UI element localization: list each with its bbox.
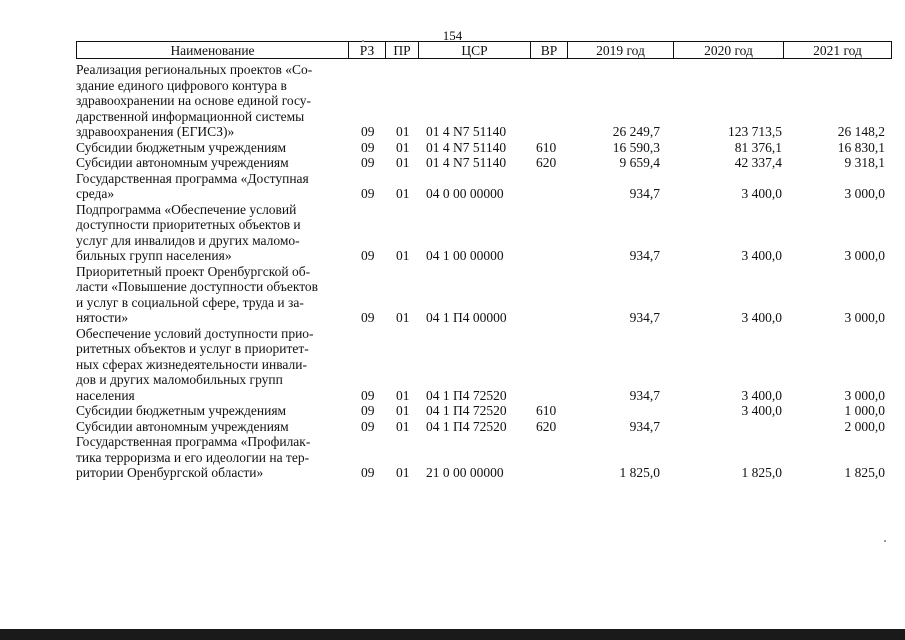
row-name-line: здравоохранении на основе единой госу-: [76, 93, 312, 108]
cell-y2019: 934,7: [629, 387, 660, 403]
cell-y2020: 81 376,1: [734, 139, 782, 155]
table-row: [76, 434, 892, 481]
cell-y2020: 123 713,5: [728, 124, 782, 139]
cell-vr: 620: [536, 155, 557, 170]
cell-csr: 04 0 00 00000: [426, 186, 504, 201]
header-name: Наименование: [77, 42, 349, 58]
row-name-line: ласти «Повышение доступности объектов: [76, 279, 319, 294]
row-name-line: здание единого цифрового контура в: [76, 77, 287, 93]
row-name-line: ритетных объектов и услуг в приоритет-: [76, 341, 309, 356]
cell-y2021: 2 000,0: [844, 418, 885, 434]
table-row: [76, 62, 892, 140]
header-2019: 2019 год: [568, 42, 674, 58]
row-name-line: Субсидии бюджетным учреждениям: [76, 139, 287, 155]
cell-y2019: 16 590,3: [612, 139, 660, 155]
row-name-line: бильных групп населения»: [76, 248, 232, 263]
cell-y2020: 3 400,0: [741, 248, 782, 263]
row-name-line: Приоритетный проект Оренбургской об-: [76, 263, 311, 279]
cell-y2021: 3 000,0: [844, 310, 885, 325]
cell-y2019: 934,7: [629, 310, 660, 325]
row-name-line: Подпрограмма «Обеспечение условий: [76, 201, 297, 217]
cell-pr: 01: [396, 418, 410, 434]
cell-csr: 04 1 П4 72520: [426, 387, 507, 403]
cell-y2021: 26 148,2: [837, 124, 885, 139]
row-name: [76, 434, 344, 481]
row-name-line: Субсидии автономным учреждениям: [76, 418, 289, 434]
row-name: [76, 403, 344, 419]
cell-csr: 04 1 П4 00000: [426, 310, 507, 325]
cell-rz: 09: [361, 310, 375, 325]
row-name-line: Государственная программа «Доступная: [76, 170, 309, 186]
table-body: [76, 62, 892, 481]
header-csr: ЦСР: [419, 42, 531, 58]
cell-y2019: 934,7: [629, 186, 660, 201]
cell-vr: 610: [536, 139, 557, 155]
row-name-line: дарственной информационной системы: [76, 108, 305, 124]
cell-rz: 09: [361, 186, 375, 201]
table-header: [76, 41, 892, 59]
table-row: [76, 264, 892, 326]
cell-pr: 01: [396, 186, 410, 201]
row-name-line: дов и других маломобильных групп: [76, 372, 283, 387]
scan-speck: [362, 40, 364, 42]
scan-speck: [884, 540, 886, 542]
cell-csr: 21 0 00 00000: [426, 465, 504, 480]
row-name-line: среда»: [76, 186, 115, 201]
cell-pr: 01: [396, 248, 410, 263]
cell-y2021: 3 000,0: [844, 248, 885, 263]
cell-y2020: 3 400,0: [741, 186, 782, 201]
row-name-line: нятости»: [76, 310, 129, 325]
row-name: [76, 171, 344, 202]
row-name-line: услуг для инвалидов и других маломо-: [76, 232, 300, 248]
row-name-line: здравоохранения (ЕГИСЗ)»: [76, 124, 235, 139]
scan-edge-bar: [0, 629, 905, 640]
cell-csr: 01 4 N7 51140: [426, 124, 507, 139]
cell-y2019: 934,7: [629, 418, 660, 434]
cell-csr: 04 1 П4 72520: [426, 403, 507, 418]
row-name: [76, 62, 344, 140]
cell-y2019: 934,7: [629, 248, 660, 263]
cell-y2020: 42 337,4: [734, 155, 782, 170]
page-number: 154: [442, 28, 463, 43]
cell-vr: 610: [536, 403, 557, 418]
cell-pr: 01: [396, 310, 410, 325]
header-pr: ПР: [386, 42, 419, 58]
row-name-line: Субсидии автономным учреждениям: [76, 155, 289, 170]
row-name-line: Реализация региональных проектов «Со-: [76, 62, 313, 77]
cell-y2019: 9 659,4: [619, 155, 660, 170]
cell-csr: 01 4 N7 51140: [426, 139, 507, 155]
cell-rz: 09: [361, 387, 375, 403]
cell-y2020: 3 400,0: [741, 310, 782, 325]
row-name-line: населения: [76, 387, 135, 403]
row-name: [76, 140, 344, 156]
cell-csr: 01 4 N7 51140: [426, 155, 507, 170]
cell-rz: 09: [361, 465, 375, 480]
cell-rz: 09: [361, 248, 375, 263]
table-row: [76, 202, 892, 264]
cell-pr: 01: [396, 465, 410, 480]
cell-y2021: 9 318,1: [844, 155, 885, 170]
row-name: [76, 419, 344, 435]
table-row: [76, 326, 892, 404]
cell-rz: 09: [361, 403, 375, 418]
row-name-line: доступности приоритетных объектов и: [76, 217, 301, 232]
cell-y2021: 16 830,1: [837, 139, 885, 155]
table-row: [76, 403, 892, 419]
cell-y2019: 26 249,7: [612, 124, 660, 139]
header-vr: ВР: [531, 42, 568, 58]
header-rz: РЗ: [349, 42, 386, 58]
cell-pr: 01: [396, 155, 410, 170]
cell-vr: 620: [536, 418, 557, 434]
cell-y2020: 3 400,0: [741, 387, 782, 403]
table-row: [76, 419, 892, 435]
table-row: [76, 171, 892, 202]
cell-y2021: 1 000,0: [844, 403, 885, 418]
header-2020: 2020 год: [674, 42, 784, 58]
row-name-line: тика терроризма и его идеологии на тер-: [76, 449, 310, 465]
row-name: [76, 264, 344, 326]
row-name: [76, 155, 344, 171]
cell-rz: 09: [361, 418, 375, 434]
cell-csr: 04 1 П4 72520: [426, 418, 507, 434]
cell-y2021: 1 825,0: [844, 465, 885, 480]
cell-y2021: 3 000,0: [844, 387, 885, 403]
row-name-line: Государственная программа «Профилак-: [76, 434, 311, 449]
cell-rz: 09: [361, 124, 375, 139]
row-name-line: ных сферах жизнедеятельности инвали-: [76, 356, 307, 372]
cell-pr: 01: [396, 139, 410, 155]
row-name: [76, 202, 344, 264]
cell-pr: 01: [396, 124, 410, 139]
row-name-line: Субсидии бюджетным учреждениям: [76, 403, 287, 418]
header-2021: 2021 год: [813, 43, 862, 58]
table-row: [76, 155, 892, 171]
row-name-line: Обеспечение условий доступности прио-: [76, 325, 314, 341]
cell-rz: 09: [361, 139, 375, 155]
row-name-line: ритории Оренбургской области»: [76, 465, 264, 480]
cell-y2021: 3 000,0: [844, 186, 885, 201]
row-name-line: и услуг в социальной сфере, труда и за-: [76, 294, 304, 310]
table-row: [76, 140, 892, 156]
row-name: [76, 326, 344, 404]
cell-y2020: 3 400,0: [741, 403, 782, 418]
cell-rz: 09: [361, 155, 375, 170]
cell-y2019: 1 825,0: [619, 465, 660, 480]
cell-csr: 04 1 00 00000: [426, 248, 504, 263]
cell-y2020: 1 825,0: [741, 465, 782, 480]
cell-pr: 01: [396, 387, 410, 403]
cell-pr: 01: [396, 403, 410, 418]
